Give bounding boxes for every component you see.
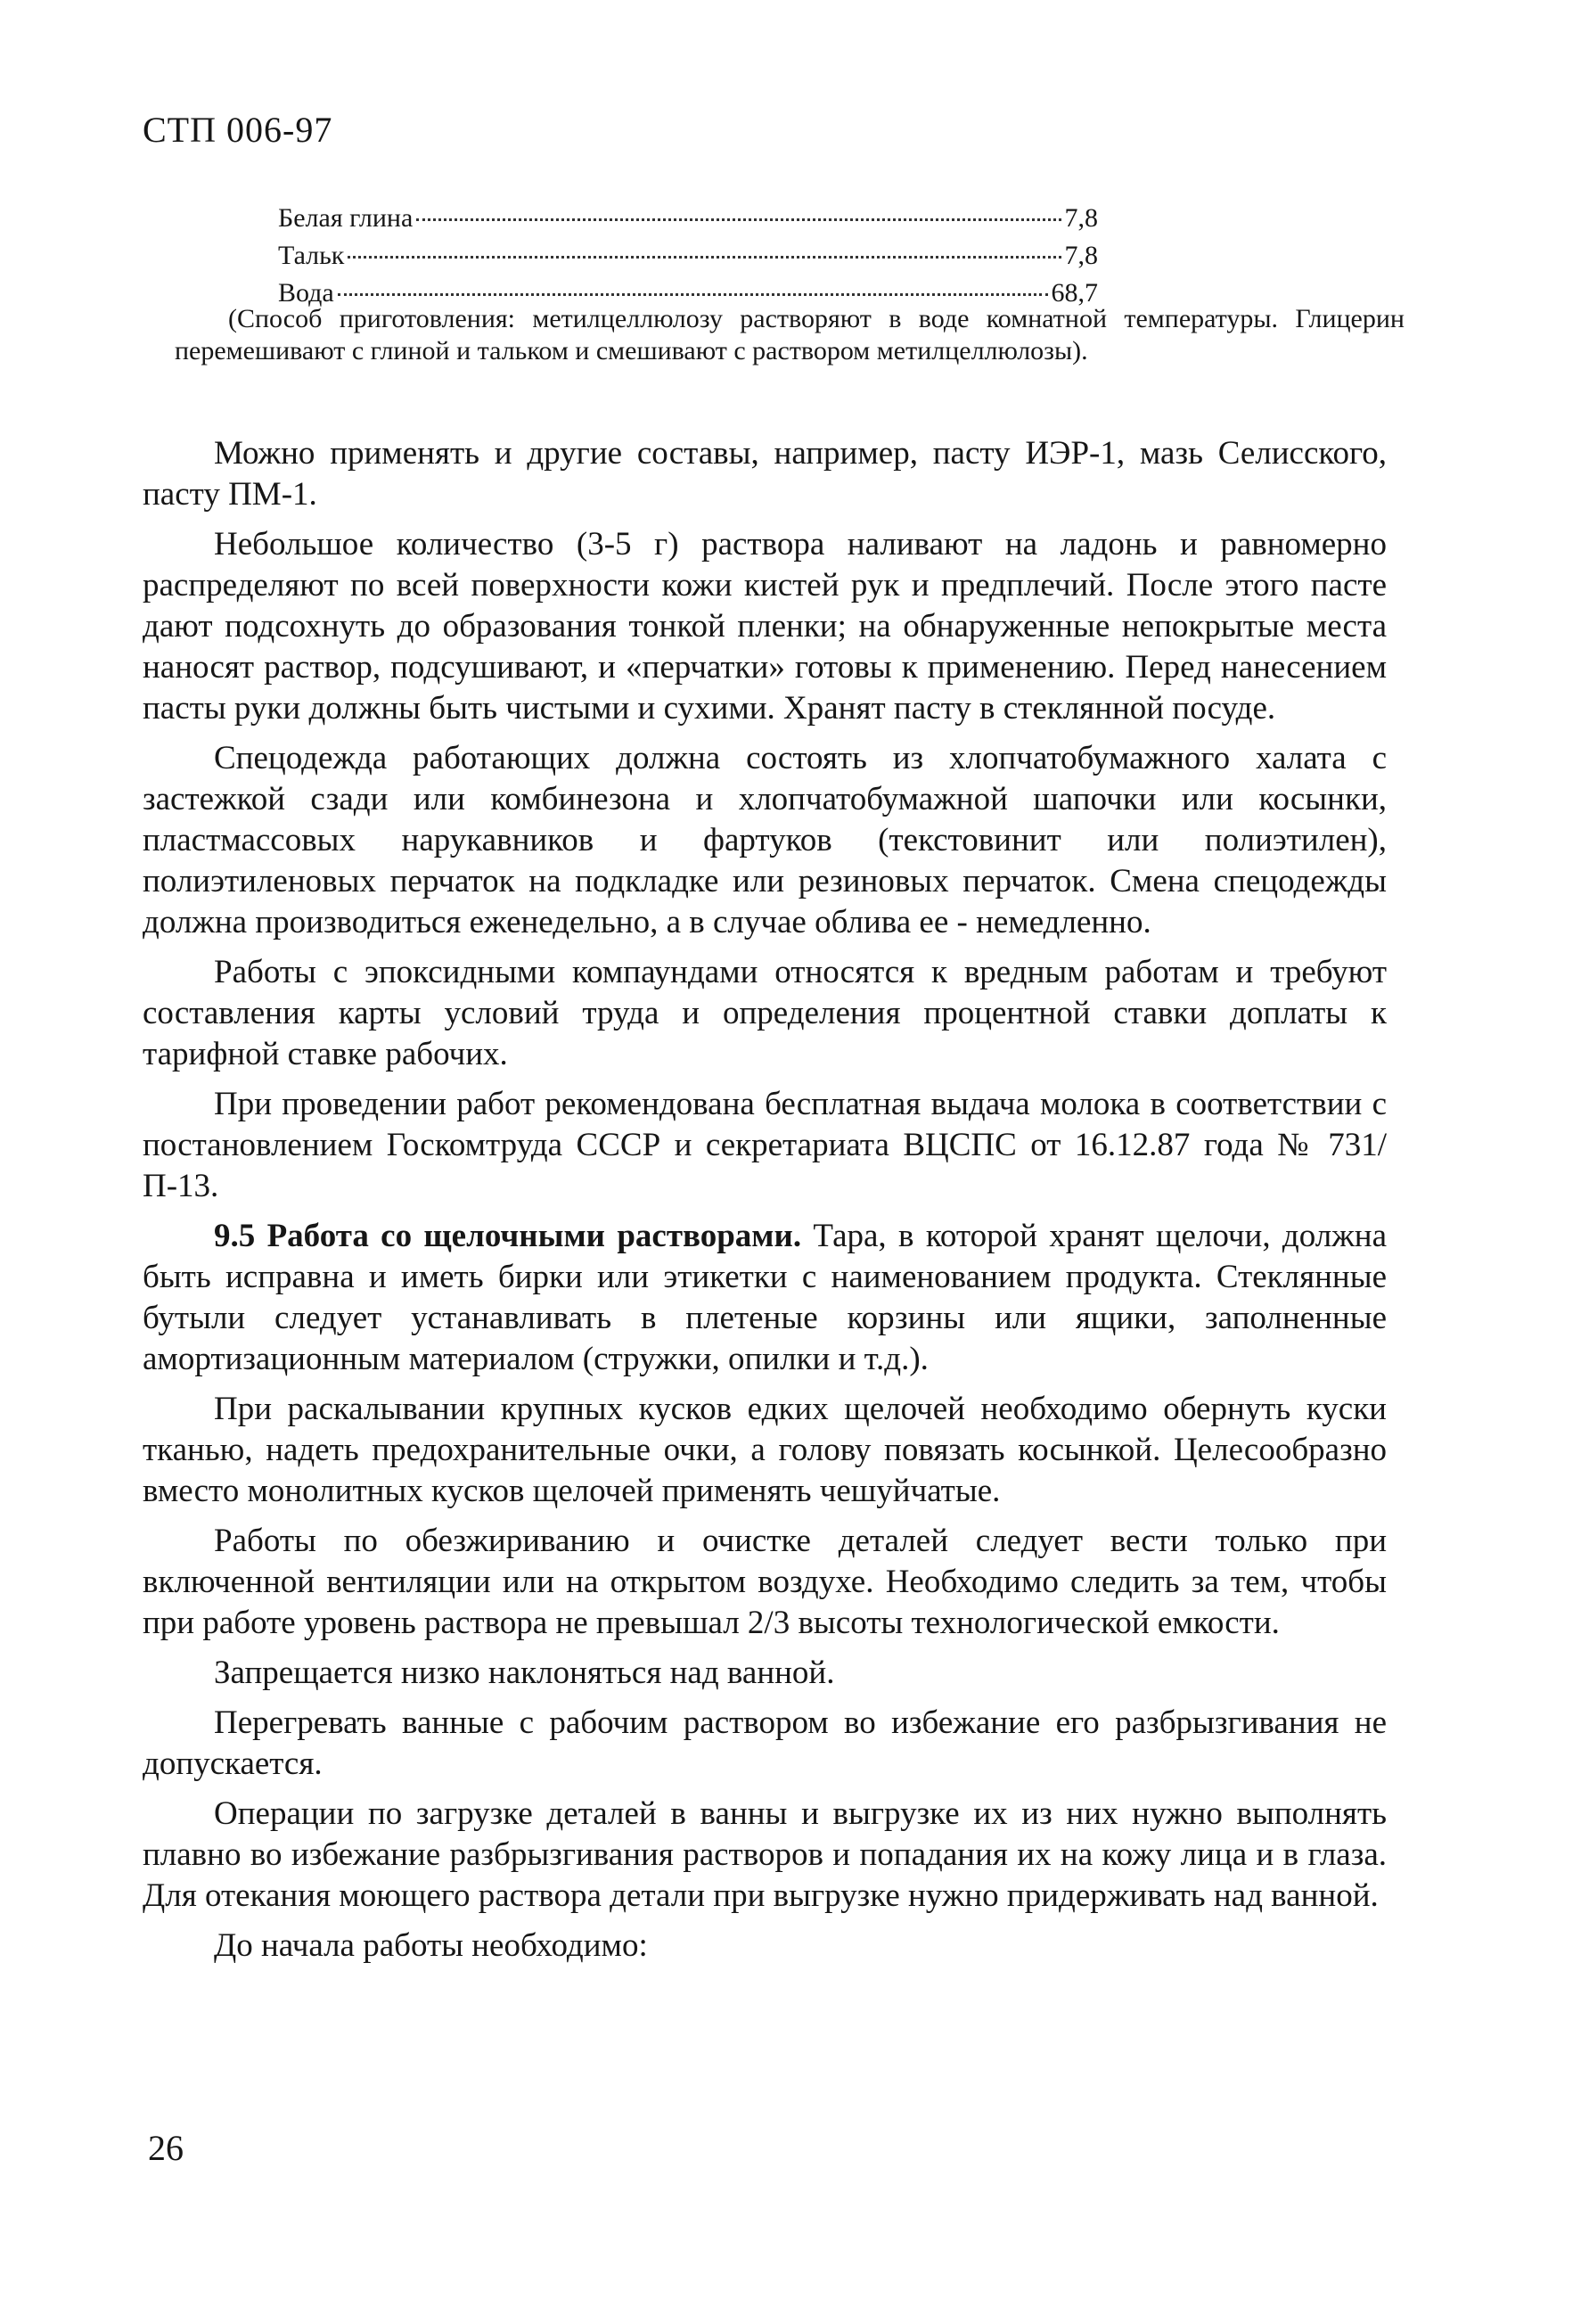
- composition-row: [278, 237, 1098, 275]
- document-code: СТП 006-97: [143, 110, 333, 150]
- paragraph-text: При раскалывании крупных кусков едких щелочей необходимо обернуть куски тканью, надеть предохранительные очки, а голову повязать косынкой. Целесообразно вместо монолитных кусков щелочей применять чешуйчатые.: [143, 1391, 1387, 1509]
- composition-value: 7,8: [1064, 203, 1098, 233]
- paragraph-text: До начала работы необходимо:: [214, 1927, 648, 1964]
- section-heading-paragraph: [143, 1216, 1387, 1380]
- paragraph: [143, 1389, 1387, 1512]
- paragraph-text: Перегревать ванные с рабочим раствором во избежание его разбрызгивания не допускается.: [143, 1704, 1387, 1782]
- paragraph-text: Операции по загрузке деталей в ванны и выгрузке их из них нужно выполнять плавно во избежание разбрызгивания растворов и попадания их на кожу лица и в глаза. Для отекания моющего раствора детали при выгрузке нужно придерживать над ванной.: [143, 1795, 1387, 1914]
- paragraph-text: Тара, в которой хранят щелочи, должна быть исправна и иметь бирки или этикетки с наименованием продукта. Стеклянные бутыли следует устанавливать в плетеные корзины или ящики, заполненные амортизационным материалом (стружки, опилки и т.д.).: [143, 1218, 1387, 1377]
- paragraph: [143, 1521, 1387, 1644]
- dot-leader: [416, 218, 1061, 221]
- section-heading: 9.5 Работа со щелочными растворами.: [214, 1218, 802, 1254]
- paragraph: [143, 1794, 1387, 1917]
- paragraph-text: Запрещается низко наклоняться над ванной.: [214, 1655, 835, 1691]
- paragraph-text: Небольшое количество (3-5 г) раствора наливают на ладонь и равномерно распределяют по всей поверхности кожи кистей рук и предплечий. После этого пасте дают подсохнуть до образования тонкой пленки; на обнаруженные непокрытые места наносят раствор, подсушивают, и «перчатки» готовы к применению. Перед нанесением пасты руки должны быть чистыми и сухими. Хранят пасту в стеклянной посуде.: [143, 526, 1387, 727]
- paragraph: [143, 1653, 1387, 1694]
- body-text: [143, 433, 1387, 1975]
- composition-name: Тальк: [278, 241, 345, 270]
- paragraph: [143, 433, 1387, 515]
- composition-value: 7,8: [1064, 241, 1098, 270]
- composition-value: 68,7: [1051, 278, 1098, 308]
- paragraph-text: Работы с эпоксидными компаундами относятся к вредным работам и требуют составления карты условий труда и определения процентной ставки доплаты к тарифной ставке рабочих.: [143, 954, 1387, 1072]
- paragraph: [143, 1703, 1387, 1785]
- preparation-note: (Способ приготовления: метилцеллюлозу растворяют в воде комнатной температуры. Глицерин перемешивают с глиной и тальком и смешивают с раствором метилцеллюлозы).: [175, 304, 1405, 365]
- composition-name: Белая глина: [278, 203, 414, 233]
- page-number: 26: [148, 2128, 184, 2168]
- dot-leader: [348, 256, 1061, 259]
- paragraph-text: Можно применять и другие составы, например, пасту ИЭР-1, мазь Селисского, пасту ПМ-1.: [143, 435, 1387, 513]
- composition-row: [278, 200, 1098, 237]
- composition-list: [278, 200, 1098, 312]
- composition-name: Вода: [278, 278, 334, 308]
- paragraph: [143, 524, 1387, 729]
- paragraph-text: Спецодежда работающих должна состоять из хлопчатобумажного халата с застежкой сзади или комбинезона и хлопчатобумажной шапочки или косынки, пластмассовых нарукавников и фартуков (текстовинит или полиэтилен), полиэтиленовых перчаток на подкладке или резиновых перчаток. Смена спецодежды должна производиться еженедельно, а в случае облива ее - немедленно.: [143, 740, 1387, 940]
- paragraph: [143, 1084, 1387, 1207]
- paragraph: [143, 952, 1387, 1075]
- paragraph: [143, 738, 1387, 943]
- dot-leader: [338, 293, 1048, 296]
- paragraph: [143, 1926, 1387, 1967]
- paragraph-text: При проведении работ рекомендована бесплатная выдача молока в соответствии с постановлением Госкомтруда СССР и секретариата ВЦСПС от 16.12.87 года № 731/П-13.: [143, 1086, 1387, 1204]
- paragraph-text: Работы по обезжириванию и очистке деталей следует вести только при включенной вентиляции или на открытом воздухе. Необходимо следить за тем, чтобы при работе уровень раствора не превышал 2/3 высоты технологической емкости.: [143, 1523, 1387, 1641]
